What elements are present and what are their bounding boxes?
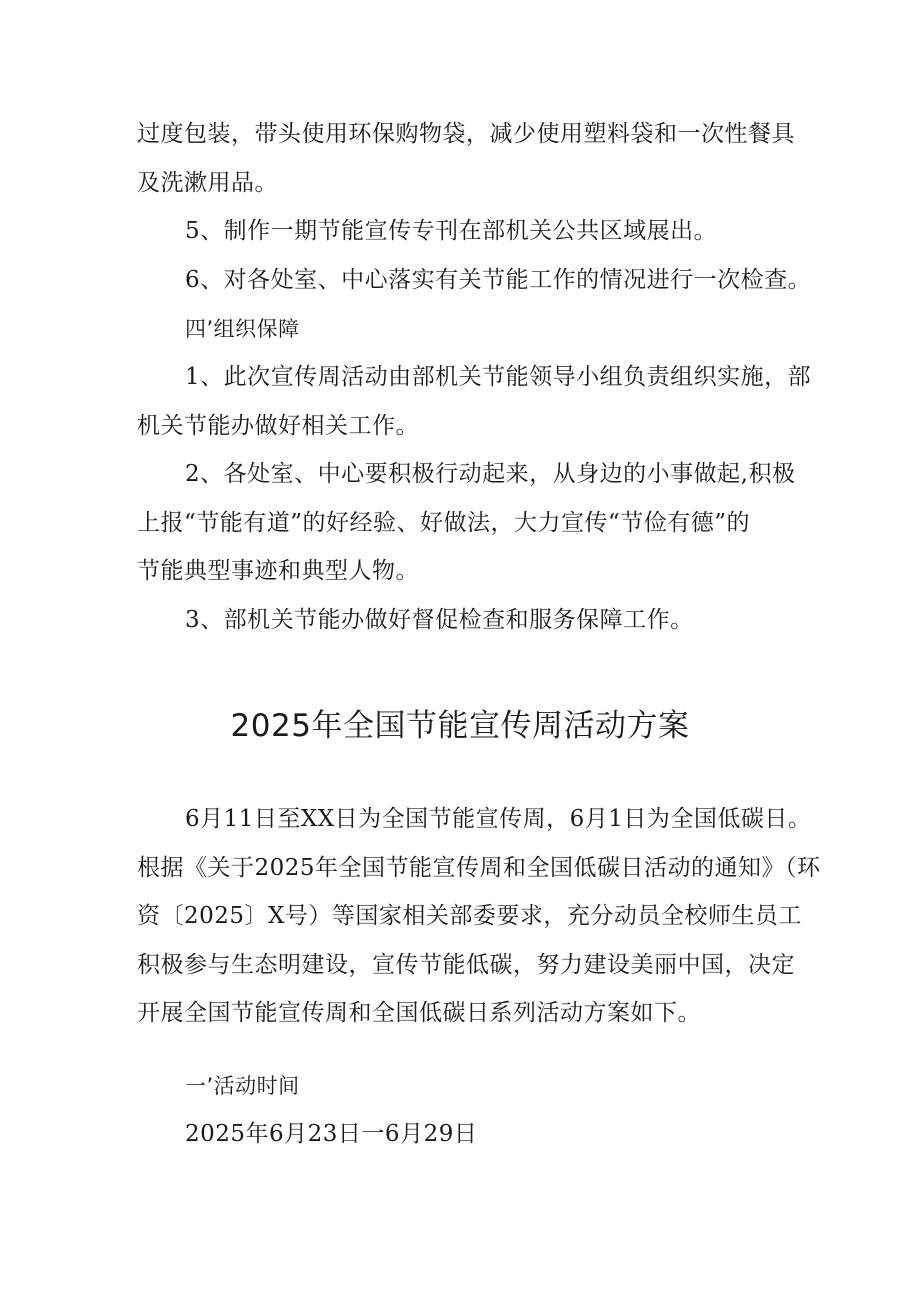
intro-line-3: 资〔2025〕X号）等国家相关部委要求，充分动员全校师生员工 — [137, 903, 802, 929]
item-5: 5、制作一期节能宣传专刊在部机关公共区域展出。 — [185, 218, 718, 244]
section-heading-4: 四’组织保障 — [185, 317, 300, 341]
intro-line-2: 根据《关于2025年全国节能宣传周和全国低碳日活动的通知》（环 — [137, 855, 821, 881]
activity-dates: 2025年6月23日一6月29日 — [185, 1121, 478, 1147]
item-6: 6、对各处室、中心落实有关节能工作的情况进行一次检查。 — [185, 267, 812, 293]
document-title: 2025年全国节能宣传周活动方案 — [230, 708, 690, 744]
guarantee-2-line-3: 节能典型事迹和典型人物。 — [137, 558, 419, 584]
guarantee-1-line-2: 机关节能办做好相关工作。 — [137, 413, 419, 439]
packaging-line-2: 及洗漱用品。 — [137, 170, 278, 196]
guarantee-1-line-1: 1、此次宣传周活动由部机关节能领导小组负责组织实施，部 — [185, 364, 812, 390]
intro-line-5: 开展全国节能宣传周和全国低碳日系列活动方案如下。 — [137, 1000, 701, 1026]
section-heading-1: 一’活动时间 — [185, 1074, 300, 1098]
packaging-line-1: 过度包装，带头使用环保购物袋，减少使用塑料袋和一次性餐具 — [137, 121, 795, 147]
guarantee-2-line-2: 上报“节能有道”的好经验、好做法，大力宣传“节俭有德”的 — [137, 510, 751, 536]
guarantee-2-line-1: 2、各处室、中心要积极行动起来，从身边的小事做起,积极 — [185, 461, 796, 487]
guarantee-3: 3、部机关节能办做好督促检查和服务保障工作。 — [185, 607, 694, 633]
intro-line-1: 6月11日至XX日为全国节能宣传周，6月1日为全国低碳日。 — [185, 806, 812, 832]
intro-line-4: 积极参与生态明建设，宣传节能低碳，努力建设美丽中国，决定 — [137, 952, 795, 978]
